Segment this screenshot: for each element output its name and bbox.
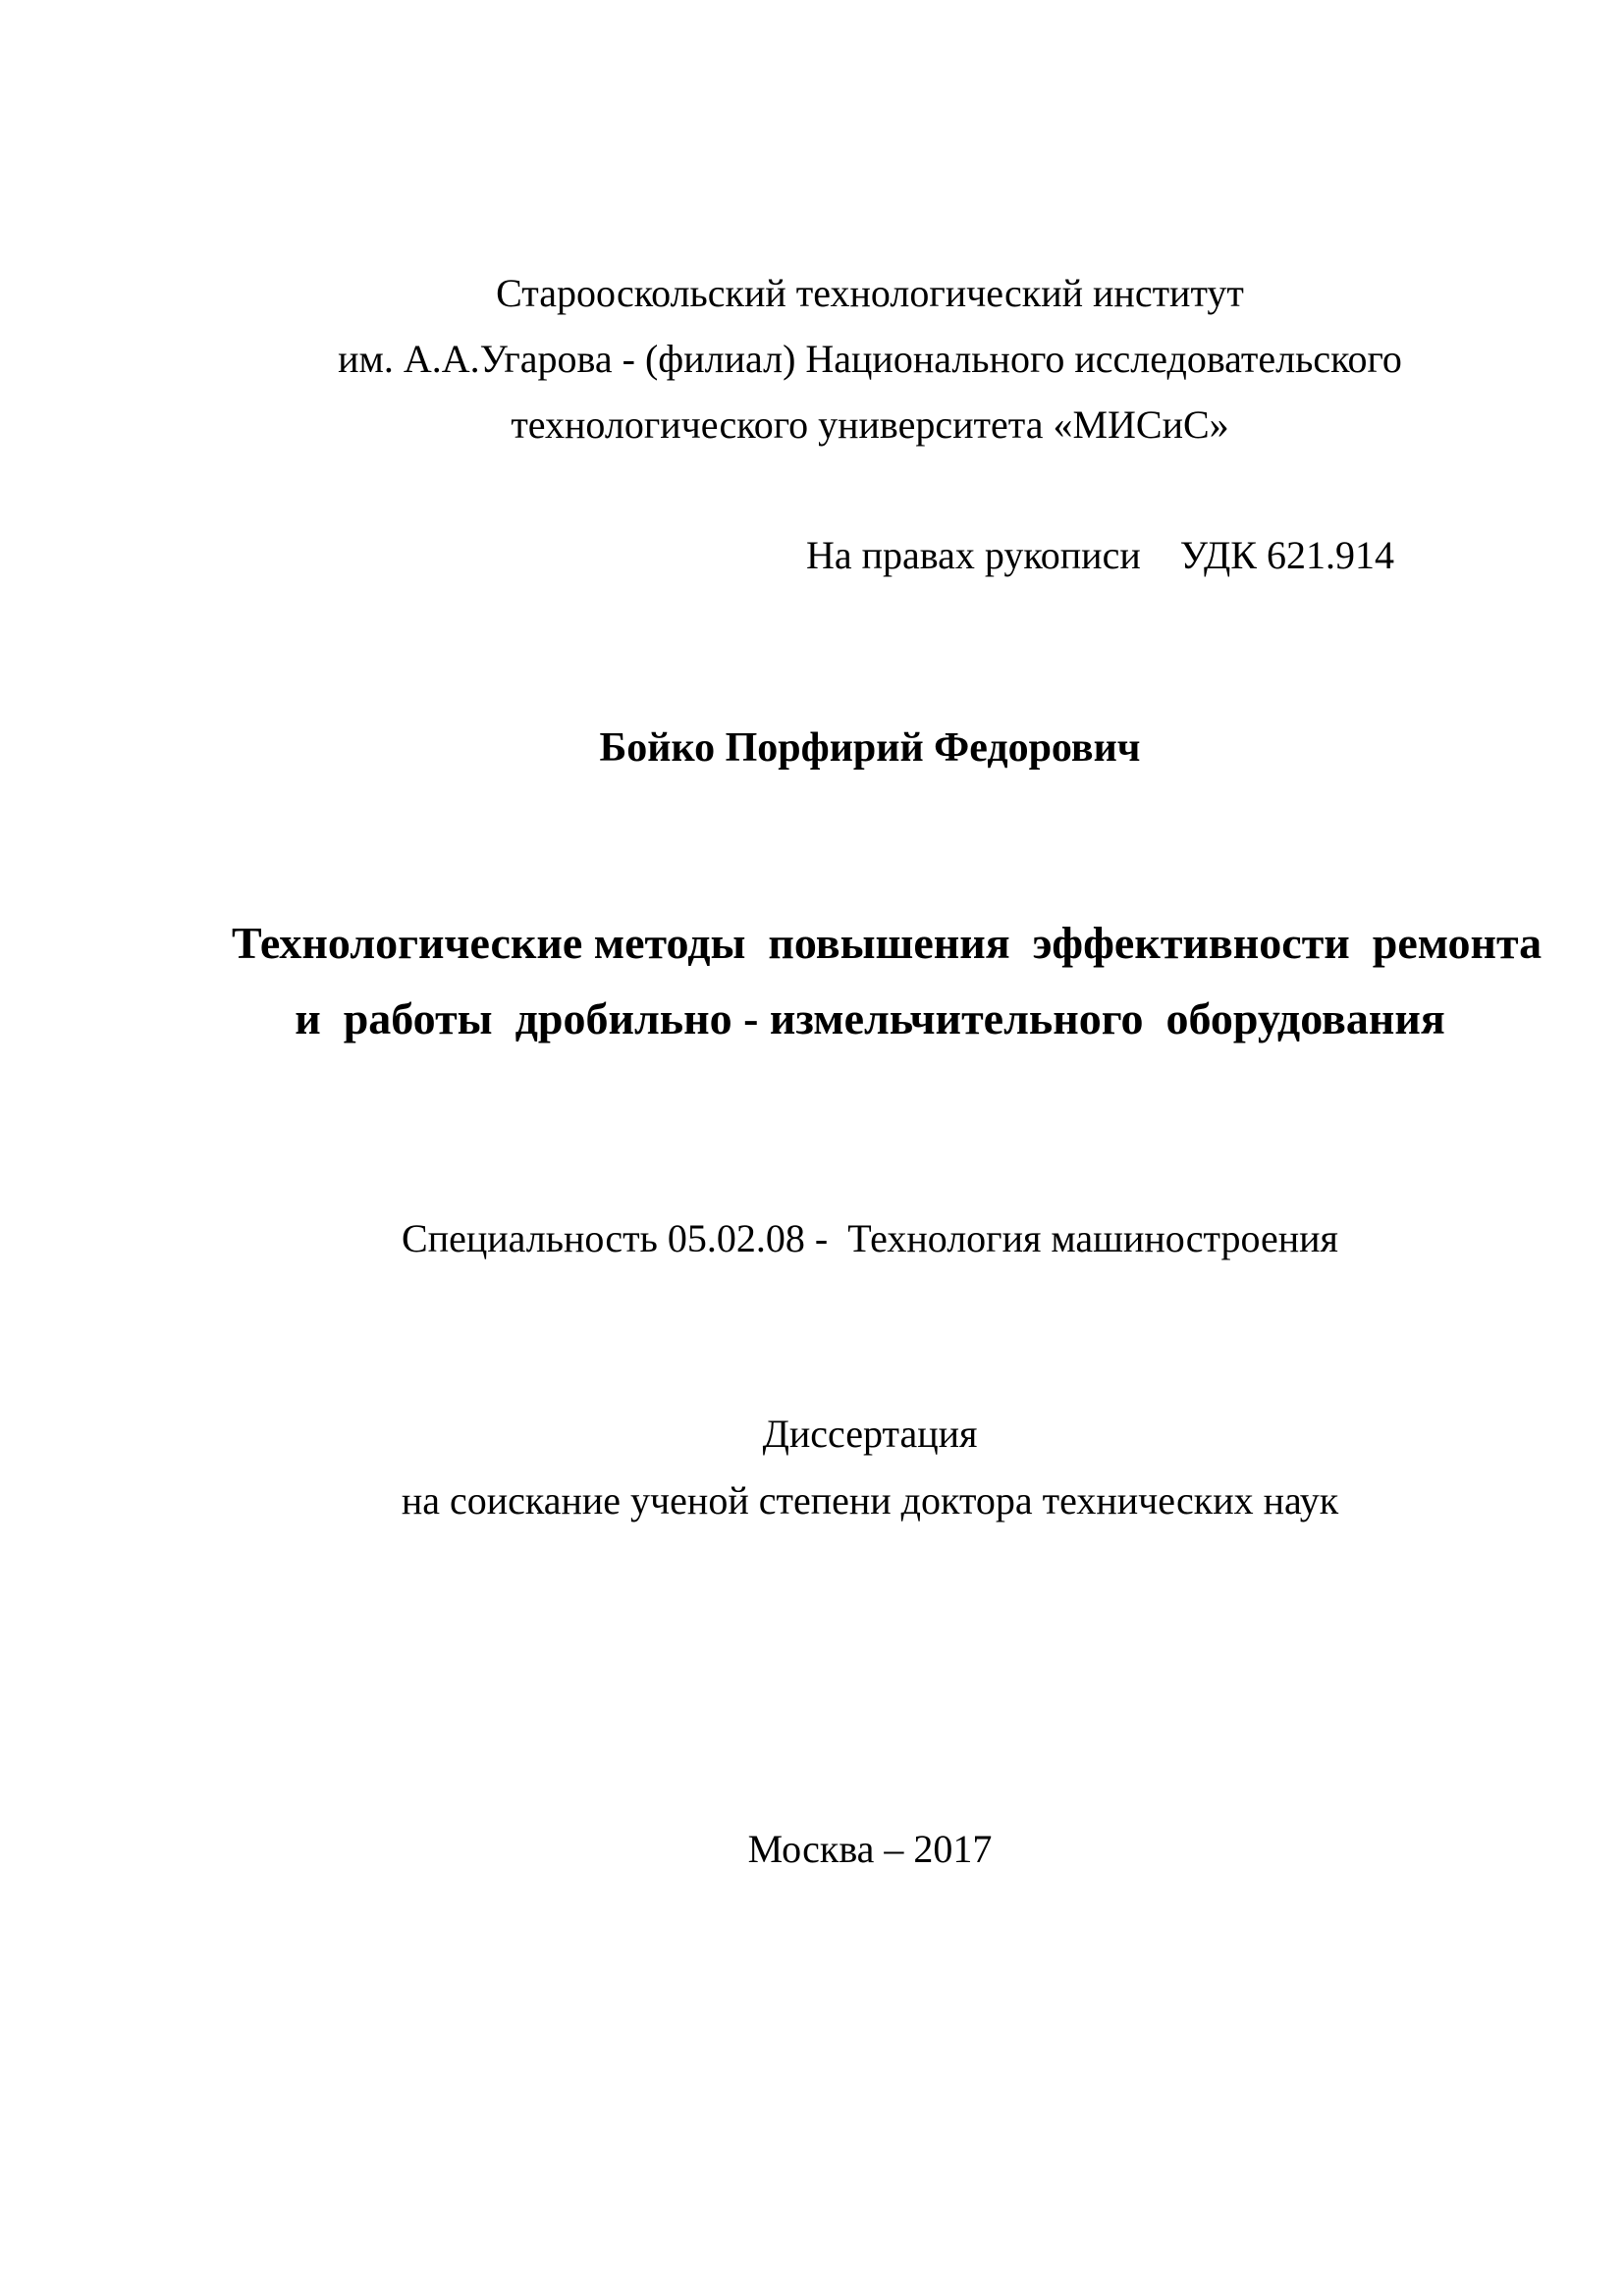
dissertation-title-line-1: Технологические методы повышения эффективности ремонта <box>232 918 1543 968</box>
institution-line-3: технологического университета «МИСиС» <box>511 402 1229 447</box>
author-name: Бойко Порфирий Федорович <box>599 725 1141 771</box>
thesis-type <box>232 1401 1508 1534</box>
institution-name <box>232 260 1508 457</box>
institution-line-2: им. А.А.Угарова - (филиал) Национального исследовательского <box>338 337 1402 381</box>
thesis-type-line-2: на соискание ученой степени доктора технических наук <box>401 1478 1339 1522</box>
manuscript-note-text: На правах рукописи УДК 621.914 <box>805 533 1394 577</box>
manuscript-rights-and-udc-note <box>232 522 1508 588</box>
institution-line-1: Старооскольский технологический институт <box>496 271 1244 315</box>
specialty-line: Специальность 05.02.08 - Технология машиностроения <box>402 1216 1338 1260</box>
dissertation-title <box>232 905 1543 1056</box>
thesis-type-line-1: Диссертация <box>762 1412 978 1456</box>
city-and-year: Москва – 2017 <box>747 1827 993 1871</box>
dissertation-title-line-2: и работы дробильно - измельчительного оборудования <box>295 993 1445 1043</box>
